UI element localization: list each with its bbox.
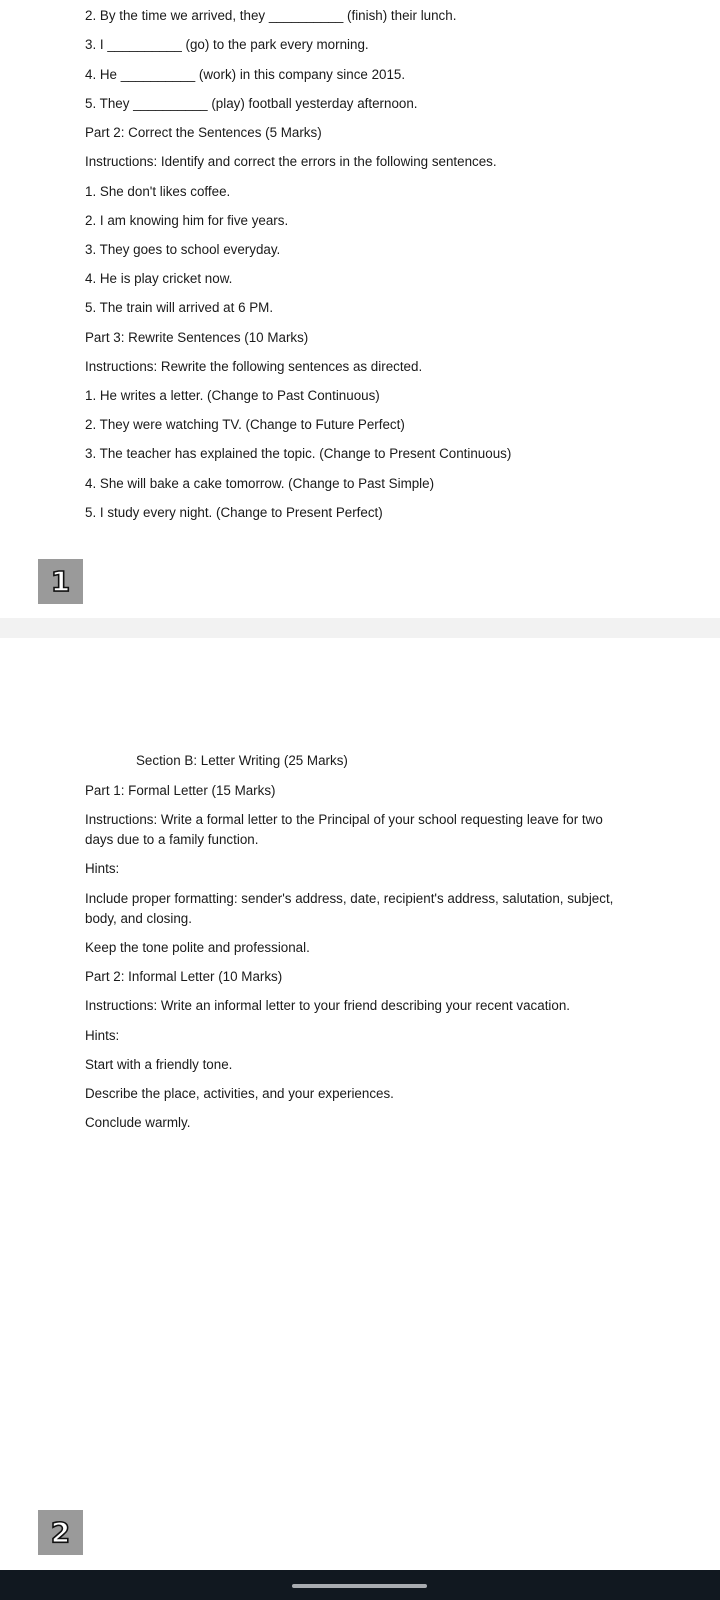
hint-item: Conclude warmly. [85,1115,191,1130]
exercise-line: 2. They were watching TV. (Change to Future Perfect) [85,417,405,432]
exercise-line: 4. He is play cricket now. [85,271,233,286]
part-2-heading: Part 2: Informal Letter (10 Marks) [85,969,283,984]
hints-label: Hints: [85,861,120,876]
section-title: Section B: Letter Writing (25 Marks) [136,753,348,768]
page-number-badge [38,1510,83,1555]
exercise-line: 1. He writes a letter. (Change to Past Continuous) [85,388,380,403]
part-2-heading: Part 2: Correct the Sentences (5 Marks) [85,125,322,140]
exercise-line: 3. I __________ (go) to the park every morning. [85,37,369,52]
exercise-line: 4. She will bake a cake tomorrow. (Change to Past Simple) [85,476,435,491]
part-3-heading: Part 3: Rewrite Sentences (10 Marks) [85,330,309,345]
document-page-1[interactable] [0,0,720,618]
hint-item: Include proper formatting: sender's address, date, recipient's address, salutation, subject, body, and closing. [85,891,614,926]
part-2-instructions: Instructions: Identify and correct the errors in the following sentences. [85,154,497,169]
exercise-line: 5. The train will arrived at 6 PM. [85,300,274,315]
exercise-line: 2. I am knowing him for five years. [85,213,289,228]
home-indicator[interactable] [292,1584,427,1588]
exercise-line: 5. I study every night. (Change to Present Perfect) [85,505,383,520]
part-2-instructions: Instructions: Write an informal letter to your friend describing your recent vacation. [85,998,571,1013]
exercise-line: 4. He __________ (work) in this company since 2015. [85,67,406,82]
hint-item: Start with a friendly tone. [85,1057,233,1072]
hint-item: Keep the tone polite and professional. [85,940,310,955]
part-1-heading: Part 1: Formal Letter (15 Marks) [85,783,276,798]
part-3-instructions: Instructions: Rewrite the following sentences as directed. [85,359,423,374]
page-number: 2 [50,1515,71,1549]
hints-label: Hints: [85,1028,120,1043]
system-navigation-bar [0,1570,720,1600]
page-number: 1 [50,564,71,598]
document-page-2[interactable] [0,638,720,1570]
exercise-line: 3. They goes to school everyday. [85,242,281,257]
exercise-line: 5. They __________ (play) football yesterday afternoon. [85,96,418,111]
page-number-badge [38,559,83,604]
hint-item: Describe the place, activities, and your experiences. [85,1086,394,1101]
exercise-line: 2. By the time we arrived, they __________ (finish) their lunch. [85,8,457,23]
part-1-instructions: Instructions: Write a formal letter to the Principal of your school requesting leave for two days due to a family function. [85,812,603,847]
exercise-line: 1. She don't likes coffee. [85,184,231,199]
exercise-line: 3. The teacher has explained the topic. (Change to Present Continuous) [85,446,512,461]
page-separator [0,618,720,638]
